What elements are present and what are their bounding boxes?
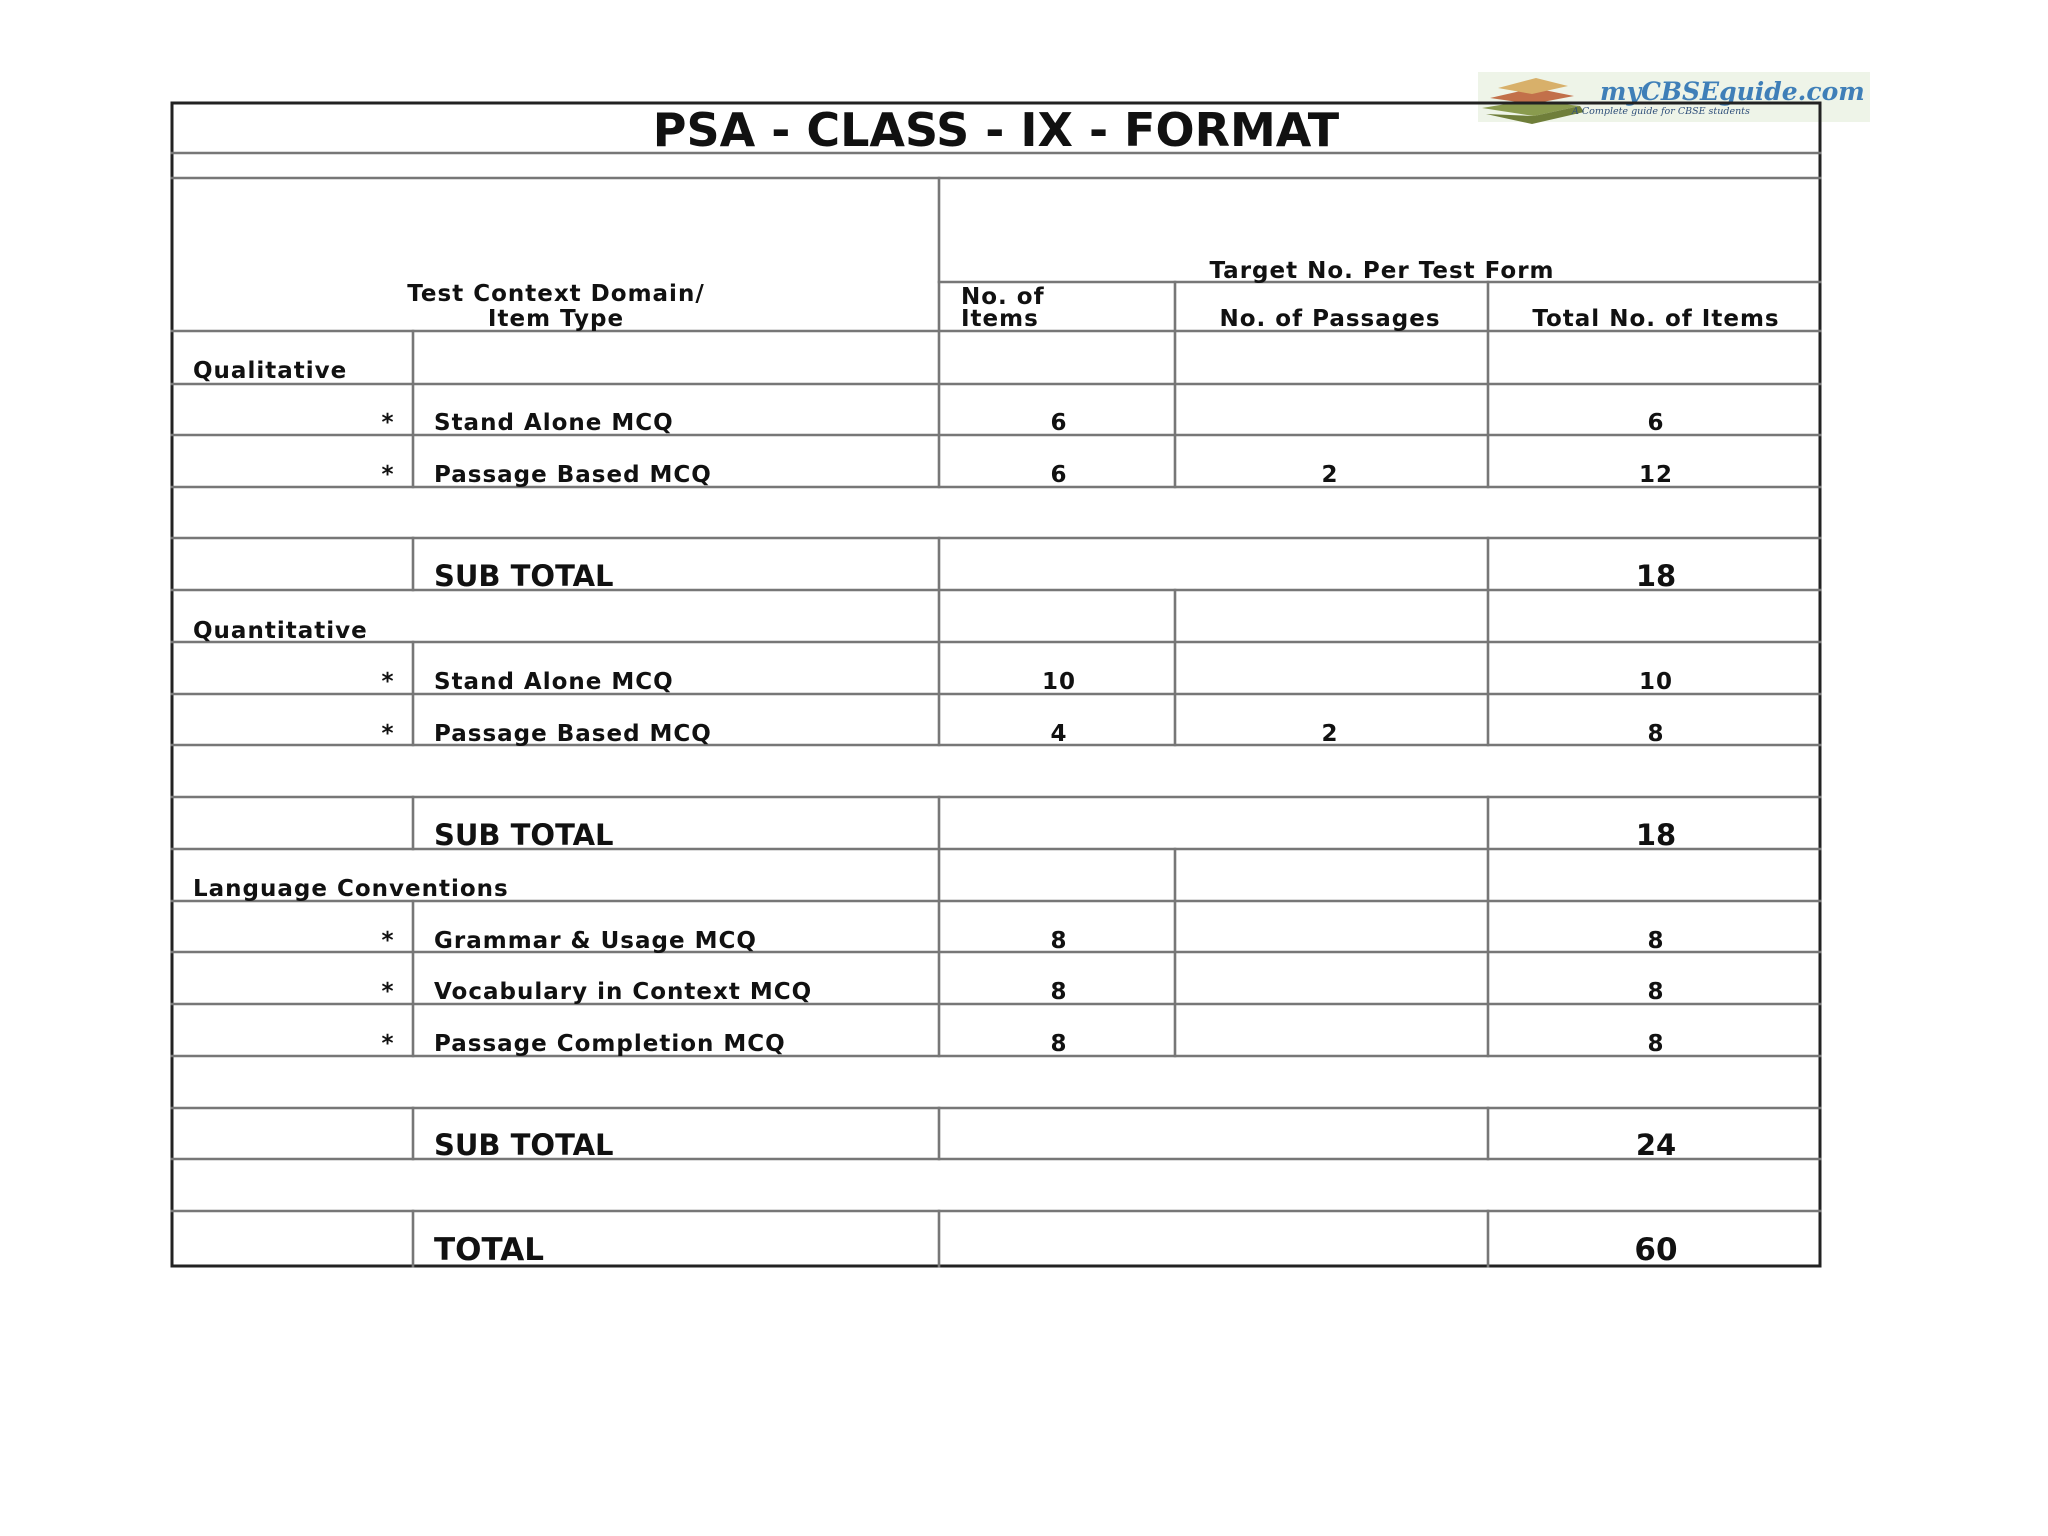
- row-bullet: *: [381, 928, 395, 954]
- row-no-of-items: 8: [1050, 1031, 1068, 1057]
- table-row: [381, 669, 1673, 695]
- row-item-type: Passage Based MCQ: [434, 721, 712, 747]
- row-bullet: *: [381, 1031, 395, 1057]
- subtotal-label: SUB TOTAL: [434, 818, 614, 852]
- header-passages: No. of Passages: [1219, 306, 1441, 332]
- section-name: Language Conventions: [193, 876, 509, 902]
- logo-wordmark: myCBSEguide.com: [1600, 77, 1865, 106]
- table-row: [381, 928, 1664, 954]
- subtotal-value: 24: [1635, 1128, 1677, 1162]
- table-row: [381, 410, 1664, 436]
- row-no-of-items: 6: [1050, 462, 1068, 488]
- row-item-type: Grammar & Usage MCQ: [434, 928, 757, 954]
- header-items-line2: Items: [961, 306, 1039, 332]
- row-bullet: *: [381, 410, 395, 436]
- subtotal-value: 18: [1635, 818, 1677, 852]
- row-item-type: Stand Alone MCQ: [434, 669, 674, 695]
- table-header: [407, 258, 1779, 332]
- row-bullet: *: [381, 462, 395, 488]
- section-language-conventions: [193, 876, 1676, 1162]
- section-quantitative: [193, 618, 1676, 852]
- table-row: [381, 462, 1673, 488]
- row-item-type: Vocabulary in Context MCQ: [434, 979, 813, 1005]
- total-label: TOTAL: [434, 1232, 544, 1268]
- row-no-of-items: 8: [1050, 928, 1068, 954]
- row-total-items: 12: [1638, 462, 1674, 488]
- row-no-of-items: 10: [1041, 669, 1077, 695]
- subtotal-value: 18: [1635, 559, 1677, 593]
- table-row: [381, 979, 1664, 1005]
- row-no-of-passages: 2: [1321, 721, 1339, 747]
- row-bullet: *: [381, 721, 395, 747]
- logo-tagline: A Complete guide for CBSE students: [1572, 106, 1750, 117]
- row-item-type: Stand Alone MCQ: [434, 410, 674, 436]
- row-total-items: 8: [1647, 928, 1665, 954]
- grand-total-row: [434, 1232, 1678, 1268]
- row-bullet: *: [381, 979, 395, 1005]
- subtotal-label: SUB TOTAL: [434, 1128, 614, 1162]
- row-total-items: 8: [1647, 979, 1665, 1005]
- row-no-of-items: 4: [1050, 721, 1068, 747]
- mycbseguide-logo: [1478, 72, 1870, 124]
- header-domain-line2: Item Type: [487, 306, 625, 332]
- header-domain-line1: Test Context Domain/: [407, 281, 705, 307]
- row-item-type: Passage Based MCQ: [434, 462, 712, 488]
- page-title: PSA - CLASS - IX - FORMAT: [652, 103, 1340, 157]
- row-total-items: 6: [1647, 410, 1665, 436]
- subtotal-label: SUB TOTAL: [434, 559, 614, 593]
- section-name: Qualitative: [193, 358, 348, 384]
- row-total-items: 8: [1647, 1031, 1665, 1057]
- row-no-of-passages: 2: [1321, 462, 1339, 488]
- row-total-items: 8: [1647, 721, 1665, 747]
- section-qualitative: [193, 358, 1676, 593]
- total-value: 60: [1634, 1232, 1678, 1268]
- row-no-of-items: 8: [1050, 979, 1068, 1005]
- row-total-items: 10: [1638, 669, 1674, 695]
- table-grid: [172, 103, 1820, 1266]
- header-items-line1: No. of: [961, 284, 1045, 310]
- row-item-type: Passage Completion MCQ: [434, 1031, 786, 1057]
- table-row: [381, 1031, 1664, 1057]
- row-no-of-items: 6: [1050, 410, 1068, 436]
- header-total-items: Total No. of Items: [1532, 306, 1780, 332]
- section-name: Quantitative: [193, 618, 368, 644]
- table-border: [172, 103, 1820, 1266]
- table-row: [381, 721, 1664, 747]
- row-bullet: *: [381, 669, 395, 695]
- header-target: Target No. Per Test Form: [1209, 258, 1555, 284]
